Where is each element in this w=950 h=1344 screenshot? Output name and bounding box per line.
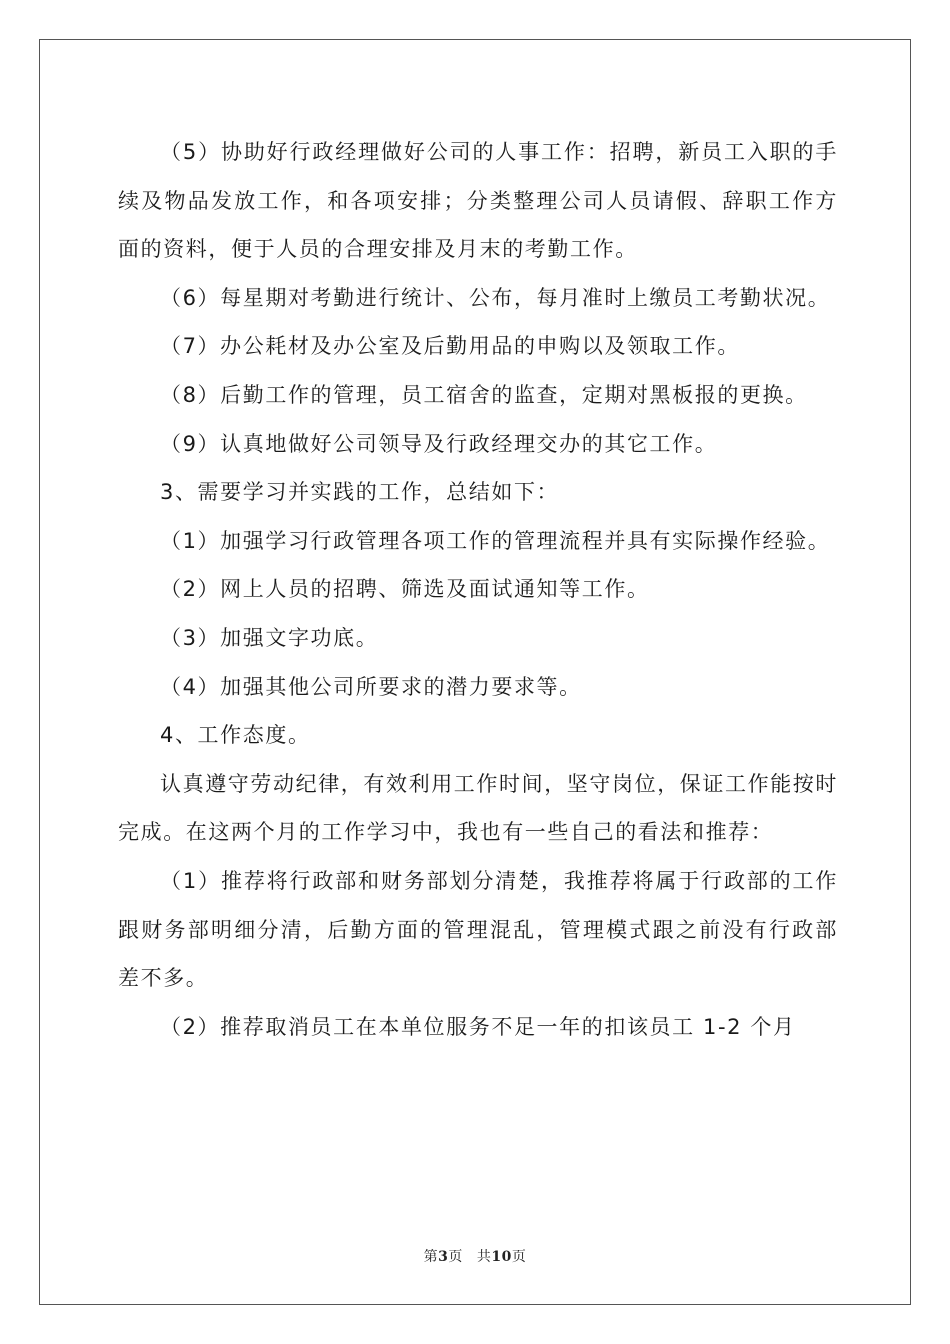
paragraph-item-7: （7）办公耗材及办公室及后勤用品的申购以及领取工作。 bbox=[160, 334, 740, 359]
paragraph-suggest-1: （1）推荐将行政部和财务部划分清楚，我推荐将属于行政部的工作跟财务部明细分清，后勤方面的管理混乱，管理模式跟之前没有行政部差不多。 bbox=[118, 868, 838, 991]
paragraph-item-8: （8）后勤工作的管理，员工宿舍的监查，定期对黑板报的更换。 bbox=[160, 382, 808, 407]
total-prefix: 共 bbox=[476, 1249, 492, 1265]
total-unit: 页 bbox=[511, 1249, 527, 1265]
paragraph-item-6: （6）每星期对考勤进行统计、公布，每月准时上缴员工考勤状况。 bbox=[160, 285, 831, 310]
paragraph-attitude: 认真遵守劳动纪律，有效利用工作时间，坚守岗位，保证工作能按时完成。在这两个月的工作学习中，我也有一些自己的看法和推荐： bbox=[118, 771, 838, 845]
paragraph-learn-1: （1）加强学习行政管理各项工作的管理流程并具有实际操作经验。 bbox=[160, 528, 831, 553]
section-heading-4: 4、工作态度。 bbox=[160, 723, 311, 748]
paragraph-learn-3: （3）加强文字功底。 bbox=[160, 625, 379, 650]
page-unit: 页 bbox=[448, 1249, 463, 1265]
paragraph-learn-2: （2）网上人员的招聘、筛选及面试通知等工作。 bbox=[160, 577, 650, 602]
document-body bbox=[118, 128, 838, 1051]
paragraph-suggest-2: （2）推荐取消员工在本单位服务不足一年的扣该员工 1-2 个月 bbox=[160, 1014, 796, 1039]
page-prefix: 第 bbox=[423, 1249, 439, 1265]
page-total: 10 bbox=[491, 1249, 512, 1265]
page-current: 3 bbox=[438, 1249, 449, 1265]
paragraph-item-5: （5）协助好行政经理做好公司的人事工作：招聘，新员工入职的手续及物品发放工作，和各项安排；分类整理公司人员请假、辞职工作方面的资料，便于人员的合理安排及月末的考勤工作。 bbox=[118, 140, 838, 262]
paragraph-item-9: （9）认真地做好公司领导及行政经理交办的其它工作。 bbox=[160, 431, 718, 456]
page-footer bbox=[0, 1246, 950, 1266]
paragraph-learn-4: （4）加强其他公司所要求的潜力要求等。 bbox=[160, 674, 582, 699]
section-heading-3: 3、需要学习并实践的工作，总结如下： bbox=[160, 480, 560, 505]
